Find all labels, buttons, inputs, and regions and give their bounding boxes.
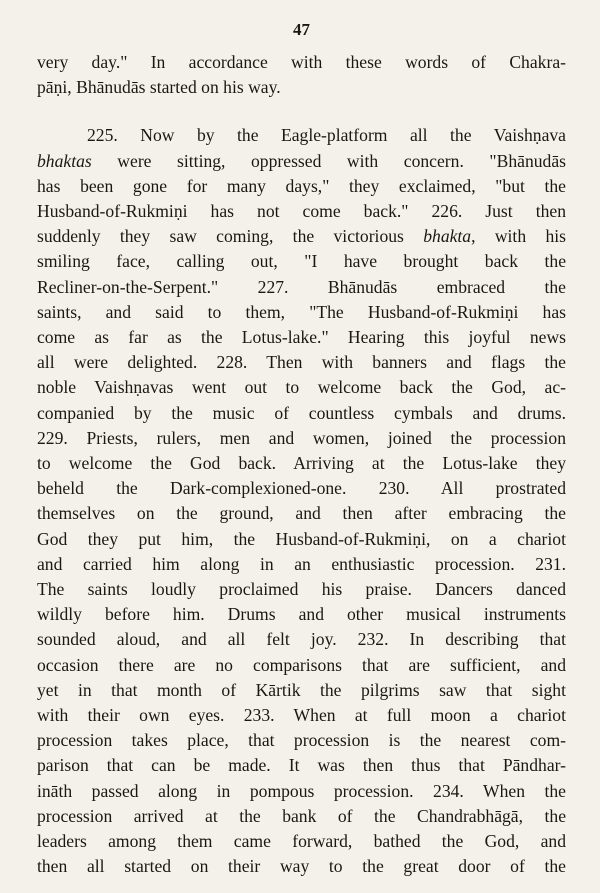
text-line [37,375,566,400]
text-line [37,401,566,426]
text-line [37,653,566,678]
text-line [37,224,566,249]
paragraph-verses-225-234 [37,123,566,879]
text-line [37,174,566,199]
text-segment: themselves on the ground, and then after embracing the [37,503,566,524]
text-line [37,123,566,148]
text-line [37,627,566,652]
text-segment: 225. Now by the Eagle-platform all the Vaishṇava [87,125,566,146]
text-line [37,249,566,274]
text-line [37,199,566,224]
text-line [37,728,566,753]
text-line [37,426,566,451]
text-segment: smiling face, calling out, "I have brought back the [37,251,566,272]
text-line [37,829,566,854]
text-segment: Husband-of-Rukmiṇi has not come back." 226. Just then [37,201,566,222]
text-segment: saints, and said to them, "The Husband-of-Rukmiṇi has [37,301,566,322]
text-segment: God they put him, the Husband-of-Rukmiṇi, on a chariot [37,528,566,549]
text-line [37,451,566,476]
text-segment: has been gone for many days," they exclaimed, "but the [37,175,566,196]
page-number: 47 [293,20,310,39]
text-segment: parison that can be made. It was then thus that Pāndhar- [37,755,566,776]
text-segment: The saints loudly proclaimed his praise. Dancers danced [37,579,566,600]
text-segment: ināth passed along in pompous procession. 234. When the [37,780,566,801]
text-line [37,779,566,804]
text-segment: were sitting, oppressed with concern. "Bhānudās [91,150,566,171]
text-line [37,804,566,829]
italic-term: bhaktas [37,150,92,171]
text-segment: with their own eyes. 233. When at full moon a chariot [37,705,566,726]
text-line [37,703,566,728]
text-line [37,476,566,501]
text-line [37,350,566,375]
text-segment: , with his [471,226,566,247]
text-segment: Recliner-on-the-Serpent." 227. Bhānudās embraced the [37,276,566,297]
text-segment: 229. Priests, rulers, men and women, joined the procession [37,427,566,448]
text-segment: wildly before him. Drums and other musical instruments [37,604,566,625]
text-segment: very day." In accordance with these words of Chakra- [37,52,566,72]
text-line [37,275,566,300]
text-segment: and carried him along in an enthusiastic procession. 231. [37,553,566,574]
text-segment: to welcome the God back. Arriving at the Lotus-lake they [37,453,566,474]
text-line [37,527,566,552]
paragraph-gap [37,100,566,123]
text-segment: beheld the Dark-complexioned-one. 230. All prostrated [37,478,566,499]
paragraph-continued [37,50,566,100]
text-line [37,501,566,526]
text-line [37,753,566,778]
text-segment: occasion there are no comparisons that are sufficient, and [37,654,566,675]
text-segment: yet in that month of Kārtik the pilgrims saw that sight [37,679,566,700]
text-line [37,75,566,100]
text-segment: leaders among them came forward, bathed the God, and [37,831,566,852]
italic-term: bhakta [423,226,472,247]
text-segment: noble Vaishṇavas went out to welcome back the God, ac- [37,377,566,398]
text-segment: suddenly they saw coming, the victorious [37,226,424,247]
text-segment: then all started on their way to the great door of the [37,856,566,877]
text-segment: pāṇi, Bhānudās started on his way. [37,77,281,98]
text-segment: procession takes place, that procession is the nearest com- [37,730,566,751]
text-segment: procession arrived at the bank of the Chandrabhāgā, the [37,805,566,826]
text-line [37,678,566,703]
text-line [37,854,566,879]
text-segment: sounded aloud, and all felt joy. 232. In describing that [37,629,566,650]
text-line [37,149,566,174]
text-line [37,50,566,75]
text-line [37,300,566,325]
text-segment: companied by the music of countless cymbals and drums. [37,402,566,423]
text-segment: all were delighted. 228. Then with banners and flags the [37,352,566,373]
text-line [37,325,566,350]
text-line [37,552,566,577]
text-line [37,577,566,602]
text-line [37,602,566,627]
text-segment: come as far as the Lotus-lake." Hearing this joyful news [37,327,566,348]
